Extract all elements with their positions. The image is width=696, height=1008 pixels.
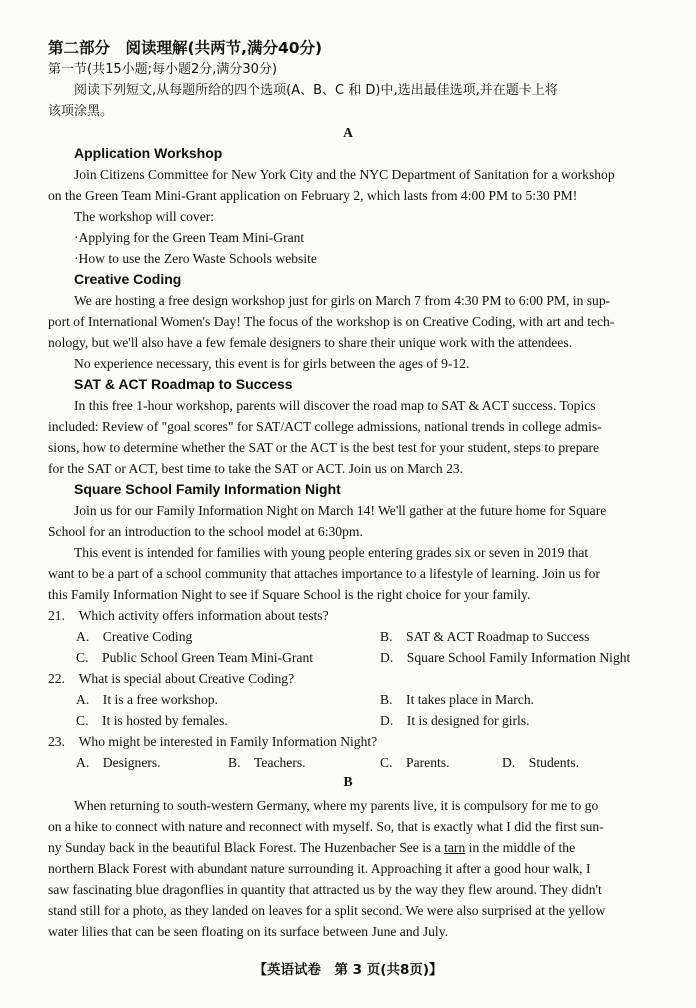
question-21-option-b: B. SAT & ACT Roadmap to Success <box>380 629 590 644</box>
section-heading-sat-act: SAT & ACT Roadmap to Success <box>74 376 293 392</box>
question-23-option-d: D. Students. <box>502 755 580 770</box>
question-23-option-a: A. Designers. <box>76 755 161 770</box>
paragraph-line: When returning to south-western Germany, where my parents live, it is compulsory for me to go <box>74 798 599 813</box>
bullet-item: ·Applying for the Green Team Mini-Grant <box>74 230 305 245</box>
paragraph-line: this Family Information Night to see if Square School is the right choice for your family. <box>48 587 531 602</box>
question-21-option-c: C. Public School Green Team Mini-Grant <box>76 650 314 665</box>
question-23-option-b: B. Teachers. <box>228 755 306 770</box>
paragraph-line: on a hike to connect with nature and reconnect with myself. So, that is exactly what I did the first sun- <box>48 819 604 834</box>
question-23-stem: 23. Who might be interested in Family Information Night? <box>48 734 378 749</box>
section-heading-application-workshop: Application Workshop <box>74 145 223 161</box>
paragraph-line: We are hosting a free design workshop just for girls on March 7 from 4:30 PM to 6:00 PM, in sup- <box>74 293 611 308</box>
paragraph-line: stand still for a photo, as they landed on leaves for a split second. We were also surprised at the yellow <box>48 903 606 918</box>
paragraph-line: No experience necessary, this event is for girls between the ages of 9-12. <box>74 356 470 371</box>
passage-b-label: B <box>343 774 353 789</box>
paragraph-line <box>48 837 668 858</box>
paragraph-line: saw fascinating blue dragonflies in quantity that attracted us by the way they flew around. They didn't <box>48 882 602 897</box>
passage-a-label: A <box>343 125 353 140</box>
instructions-line-1: 阅读下列短文,从每题所给的四个选项(A、B、C 和 D)中,选出最佳选项,并在题卡上将 <box>74 83 558 98</box>
question-21-option-a: A. Creative Coding <box>76 629 193 644</box>
paragraph-line: sions, how to determine whether the SAT or the ACT is the best test for your student, steps to prepare <box>48 440 600 455</box>
paragraph-line: Join us for our Family Information Night on March 14! We'll gather at the future home for Square <box>74 503 607 518</box>
question-21-option-d: D. Square School Family Information Night <box>380 650 631 665</box>
question-22-option-a: A. It is a free workshop. <box>76 692 218 707</box>
paragraph-line: for the SAT or ACT, best time to take the SAT or ACT. Join us on March 23. <box>48 461 464 476</box>
paragraph-line: This event is intended for families with young people entering grades six or seven in 2019 that <box>74 545 589 560</box>
paragraph-text: ny Sunday back in the beautiful Black Forest. The Huzenbacher See is a <box>48 840 441 855</box>
underlined-word-tarn: tarn <box>444 840 466 855</box>
paragraph-line: water lilies that can be seen floating on its surface between June and July. <box>48 924 448 939</box>
paragraph-line: port of International Women's Day! The focus of the workshop is on Creative Coding, with art and tech- <box>48 314 615 329</box>
question-23-option-c: C. Parents. <box>380 755 450 770</box>
question-22-option-d: D. It is designed for girls. <box>380 713 530 728</box>
paragraph-line: northern Black Forest with abundant nature surrounding it. Approaching it after a good hour walk, I <box>48 861 591 876</box>
section-heading-square-school: Square School Family Information Night <box>74 481 341 497</box>
paragraph-line: In this free 1-hour workshop, parents will discover the road map to SAT & ACT success. Topics <box>74 398 596 413</box>
question-22-option-c: C. It is hosted by females. <box>76 713 228 728</box>
paragraph-text: in the middle of the <box>468 840 576 855</box>
page-footer: 【英语试卷 第 3 页(共8页)】 <box>253 962 443 978</box>
part-title: 第二部分 阅读理解(共两节,满分40分) <box>48 39 323 57</box>
paragraph-line: Join Citizens Committee for New York City and the NYC Department of Sanitation for a workshop <box>74 167 615 182</box>
question-22-option-b: B. It takes place in March. <box>380 692 535 707</box>
section-heading-creative-coding: Creative Coding <box>74 271 182 287</box>
bullet-item: ·How to use the Zero Waste Schools website <box>74 251 317 266</box>
paragraph-line: want to be a part of a school community that attaches importance to a lifestyle of learning. Join us for <box>48 566 600 581</box>
question-21-stem: 21. Which activity offers information about tests? <box>48 608 329 623</box>
paragraph-line: on the Green Team Mini-Grant application on February 2, which lasts from 4:00 PM to 5:30 PM! <box>48 188 578 203</box>
paragraph-line: School for an introduction to the school model at 6:30pm. <box>48 524 363 539</box>
paragraph-line: The workshop will cover: <box>74 209 215 224</box>
section-title: 第一节(共15小题;每小题2分,满分30分) <box>48 62 278 77</box>
question-22-stem: 22. What is special about Creative Coding? <box>48 671 295 686</box>
instructions-line-2: 该项涂黑。 <box>48 104 114 119</box>
paragraph-line: nology, but we'll also have a few female designers to share their unique work with the attendees. <box>48 335 573 350</box>
paragraph-line: included: Review of "goal scores" for SAT/ACT college admissions, national trends in college admis- <box>48 419 602 434</box>
